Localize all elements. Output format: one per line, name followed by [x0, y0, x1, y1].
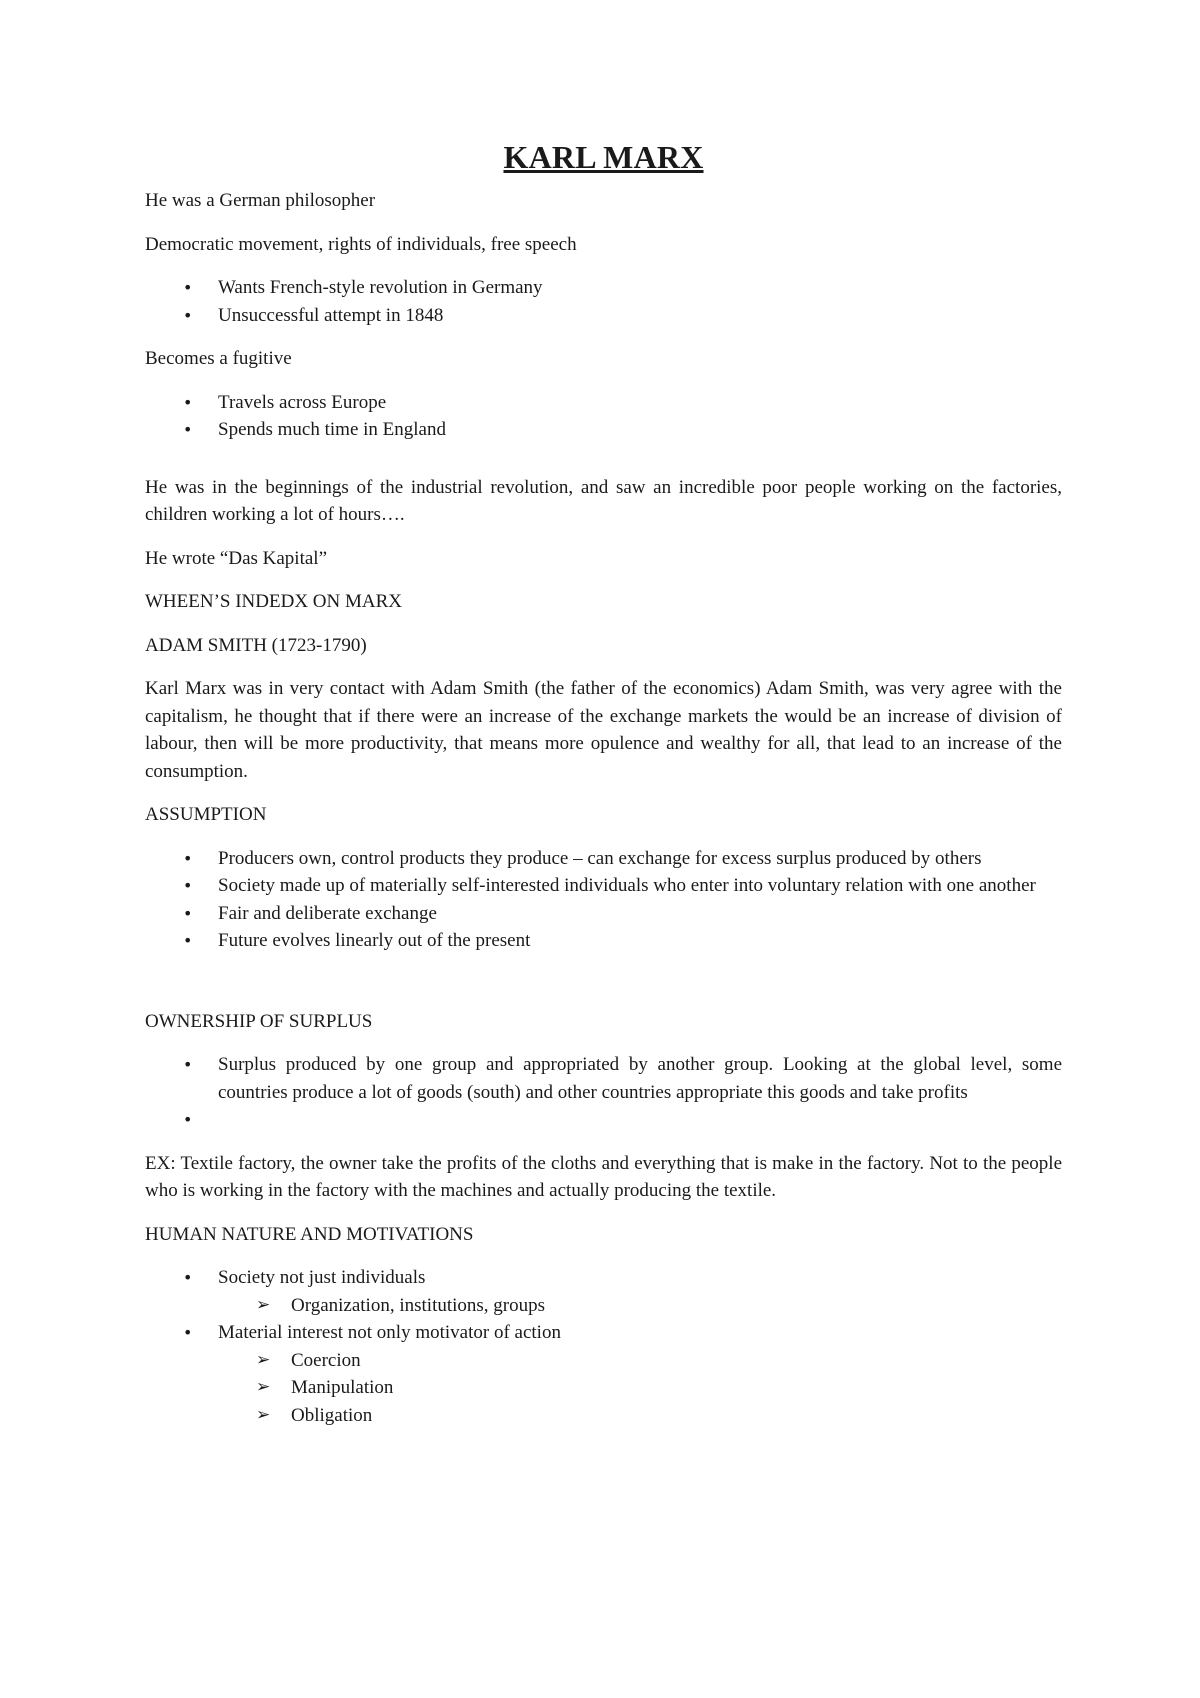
- bullet-list-revolution: [145, 274, 1062, 329]
- heading-wheens-index: WHEEN’S INDEDX ON MARX: [145, 591, 403, 612]
- heading-ownership-of-surplus: OWNERSHIP OF SURPLUS: [145, 1010, 373, 1032]
- bullet-icon: •: [183, 420, 193, 439]
- paragraph-german-philosopher: He was a German philosopher: [145, 190, 376, 211]
- paragraph-fugitive: Becomes a fugitive: [145, 348, 292, 369]
- paragraph-das-kapital: He wrote “Das Kapital”: [145, 547, 328, 569]
- bullet-icon: •: [183, 305, 193, 325]
- list-item: • Material interest not only motivator of action ➢ Coercion ➢ Manipulation ➢ Obligation: [145, 1319, 1062, 1429]
- bullet-list-travels: [145, 389, 1062, 444]
- sub-list: [218, 1347, 1062, 1430]
- sub-list-item: ➢ Obligation: [218, 1402, 1062, 1430]
- list-item: • Future evolves linearly out of the present: [145, 927, 1062, 955]
- paragraph-industrial-revolution: He was in the beginnings of the industrial revolution, and saw an incredible poor people working on the factories, children working a lot of hours….: [145, 476, 1062, 525]
- heading-assumption: ASSUMPTION: [145, 804, 267, 825]
- list-item: • Society not just individuals ➢ Organization, institutions, groups: [145, 1264, 1062, 1319]
- arrow-bullet-icon: ➢: [256, 1404, 271, 1425]
- bullet-list-human-nature: [145, 1264, 1062, 1429]
- spacer: [145, 985, 1062, 1008]
- list-item: • Surplus produced by one group and appropriated by another group. Looking at the global level, some countries produce a lot of goods (south) and other countries appropriate this goods and take profits: [145, 1051, 1062, 1106]
- bullet-list-ownership: [145, 1051, 1062, 1134]
- sub-list: [218, 1292, 1062, 1320]
- paragraph-adam-smith: Karl Marx was in very contact with Adam Smith (the father of the economics) Adam Smith, was very agree with the capitalism, he thought that if there were an increase of the exchange markets the would be an increase of division of labour, then will be more productivity, that means more opulence and wealthy for all, that lead to an increase of the consumption.: [145, 678, 1062, 782]
- bullet-icon: •: [183, 931, 193, 950]
- spacer: [145, 444, 1062, 474]
- bullet-icon: •: [183, 392, 193, 412]
- heading-adam-smith: ADAM SMITH (1723-1790): [145, 634, 367, 656]
- arrow-bullet-icon: ➢: [256, 1294, 271, 1315]
- bullet-icon: •: [183, 1110, 193, 1129]
- document-page: [145, 137, 1062, 1445]
- bullet-icon: •: [183, 876, 193, 895]
- bullet-list-assumption: [145, 845, 1062, 955]
- bullet-icon: •: [183, 278, 193, 297]
- bullet-icon: •: [183, 1055, 193, 1074]
- sub-list-item: ➢ Manipulation: [218, 1374, 1062, 1402]
- spacer: [145, 955, 1062, 985]
- heading-human-nature: HUMAN NATURE AND MOTIVATIONS: [145, 1223, 474, 1245]
- bullet-icon: •: [183, 1268, 193, 1287]
- bullet-icon: •: [183, 903, 193, 923]
- page-title: KARL MARX: [503, 139, 704, 175]
- bullet-icon: •: [183, 1323, 193, 1342]
- list-item: • Producers own, control products they produce – can exchange for excess surplus produced by others: [145, 845, 1062, 873]
- list-item: • Unsuccessful attempt in 1848: [145, 302, 1062, 330]
- list-item: • Spends much time in England: [145, 416, 1062, 444]
- sub-list-item: ➢ Organization, institutions, groups: [218, 1292, 1062, 1320]
- bullet-icon: •: [183, 848, 193, 868]
- list-item: • Fair and deliberate exchange: [145, 900, 1062, 928]
- list-item: • Travels across Europe: [145, 389, 1062, 417]
- list-item: • Wants French-style revolution in Germany: [145, 274, 1062, 302]
- sub-list-item: ➢ Coercion: [218, 1347, 1062, 1375]
- arrow-bullet-icon: ➢: [256, 1377, 271, 1397]
- paragraph-democratic-movement: Democratic movement, rights of individuals, free speech: [145, 233, 577, 255]
- list-item: • Society made up of materially self-interested individuals who enter into voluntary relation with one another: [145, 872, 1062, 900]
- list-item-empty: [145, 1106, 1062, 1134]
- paragraph-textile-factory: EX: Textile factory, the owner take the profits of the cloths and everything that is make in the factory. Not to the people who is working in the factory with the machines and actually producing the textile.: [145, 1152, 1062, 1201]
- arrow-bullet-icon: ➢: [256, 1349, 271, 1370]
